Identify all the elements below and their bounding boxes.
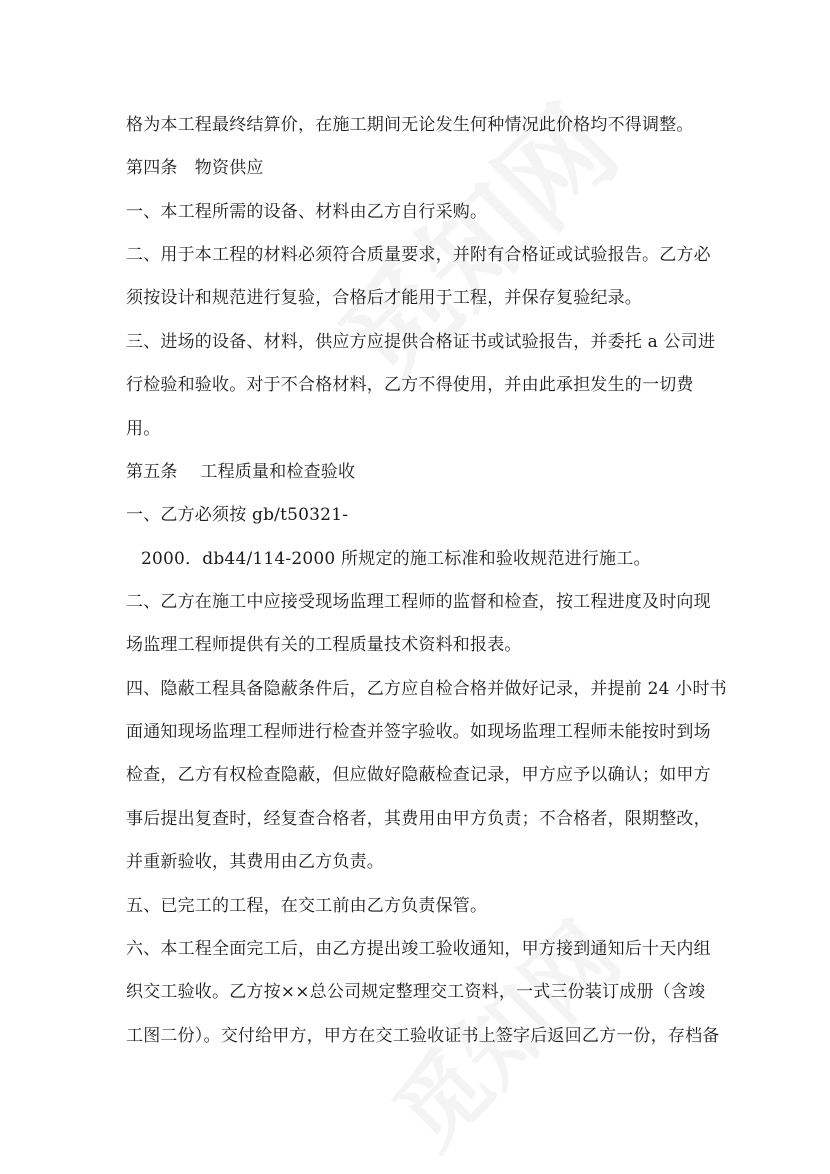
paragraph-line: 面通知现场监理工程师进行检查并签字验收。如现场监理工程师未能按时到场 — [126, 722, 711, 742]
paragraph-line: 织交工验收。乙方按××总公司规定整理交工资料，一式三份装订成册（含竣 — [126, 982, 706, 1002]
paragraph-line: 二、用于本工程的材料必须符合质量要求，并附有合格证或试验报告。乙方必 — [126, 245, 711, 265]
paragraph-line: 用。 — [126, 419, 161, 439]
article-heading: 第五条 工程质量和检查验收 — [126, 462, 356, 482]
paragraph-line: 一、乙方必须按 gb/t50321- — [126, 505, 349, 525]
paragraph-line: 场监理工程师提供有关的工程质量技术资料和报表。 — [126, 635, 522, 655]
paragraph-line: 四、隐蔽工程具备隐蔽条件后，乙方应自检合格并做好记录，并提前 24 小时书 — [126, 679, 727, 699]
paragraph-line: 事后提出复查时，经复查合格者，其费用由甲方负责；不合格者，限期整改， — [126, 809, 711, 829]
paragraph-line: 须按设计和规范进行复验，合格后才能用于工程，并保存复验纪录。 — [126, 288, 642, 308]
paragraph-line: 三、进场的设备、材料，供应方应提供合格证书或试验报告，并委托 a 公司进 — [126, 332, 716, 352]
paragraph-line: 六、本工程全面完工后，由乙方提出竣工验收通知，甲方接到通知后十天内组 — [126, 939, 711, 959]
paragraph-line: 格为本工程最终结算价，在施工期间无论发生何种情况此价格均不得调整。 — [126, 115, 694, 135]
paragraph-line: 一、本工程所需的设备、材料由乙方自行采购。 — [126, 202, 488, 222]
paragraph-line: 检查，乙方有权检查隐蔽，但应做好隐蔽检查记录，甲方应予以确认；如甲方 — [126, 765, 711, 785]
article-heading: 第四条 物资供应 — [126, 158, 264, 178]
paragraph-line: 工图二份）。交付给甲方，甲方在交工验收证书上签字后返回乙方一份，存档备 — [126, 1026, 720, 1046]
paragraph-line: 行检验和验收。对于不合格材料，乙方不得使用，并由此承担发生的一切费 — [126, 375, 694, 395]
paragraph-line: 五、已完工的工程，在交工前由乙方负责保管。 — [126, 896, 488, 916]
paragraph-line: 二、乙方在施工中应接受现场监理工程师的监督和检查，按工程进度及时向现 — [126, 592, 711, 612]
paragraph-line: 并重新验收，其费用由乙方负责。 — [126, 852, 384, 872]
paragraph-line: 2000．db44/114-2000 所规定的施工标准和验收规范进行施工。 — [141, 549, 651, 569]
